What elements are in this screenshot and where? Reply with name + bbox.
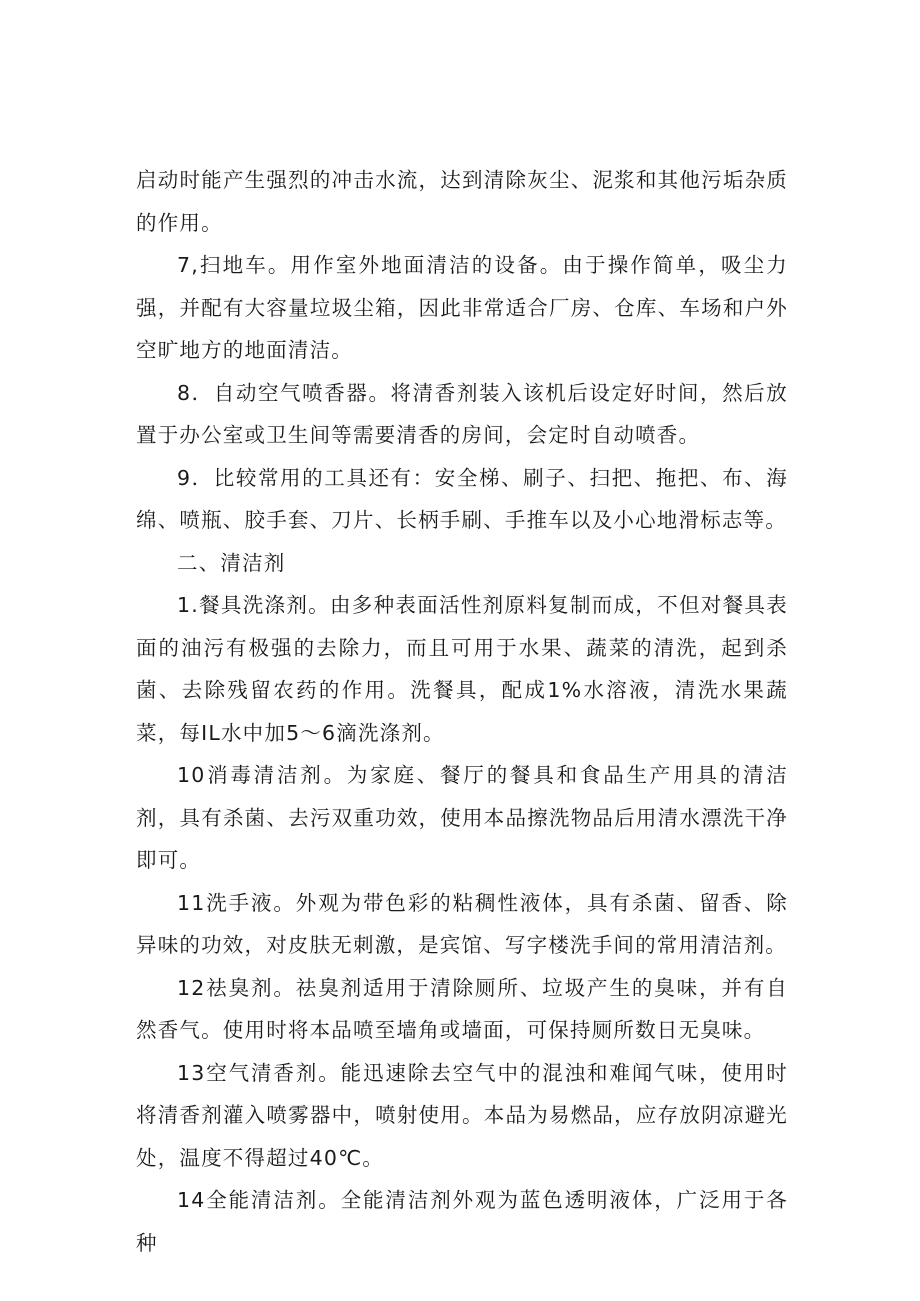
section-heading: 二、清洁剂 — [177, 550, 286, 575]
paragraph-cleaner-13-air-freshener: 13空气清香剂。能迅速除去空气中的混浊和难闻气味，使用时将清香剂灌入喷雾器中，喷射使用。本品为易燃品，应存放阴凉避光处，温度不得超过40℃。 — [136, 1060, 788, 1170]
paragraph-item-9-common-tools: 9．比较常用的工具还有：安全梯、刷子、扫把、拖把、布、海绵、喷瓶、胶手套、刀片、长柄手刷、手推车以及小心地滑标志等。 — [136, 465, 788, 532]
paragraph-continuation: 启动时能产生强烈的冲击水流，达到清除灰尘、泥浆和其他污垢杂质的作用。 — [136, 168, 788, 235]
paragraph-cleaner-1-dish-detergent: 1.餐具洗涤剂。由多种表面活性剂原料复制而成，不但对餐具表面的油污有极强的去除力，而且可用于水果、蔬菜的清洗，起到杀菌、去除残留农药的作用。洗餐具，配成1%水溶液，清洗水果蔬菜，每IL水中加5～6滴洗涤剂。 — [136, 593, 788, 745]
paragraph-item-7-sweeper: 7,扫地车。用作室外地面清洁的设备。由于操作简单，吸尘力强，并配有大容量垃圾尘箱，因此非常适合厂房、仓库、车场和户外空旷地方的地面清洁。 — [136, 253, 788, 362]
paragraph-item-8-air-freshener-dispenser: 8．自动空气喷香器。将清香剂装入该机后设定好时间，然后放置于办公室或卫生间等需要清香的房间，会定时自动喷香。 — [136, 380, 788, 447]
paragraph-cleaner-10-disinfectant: 10消毒清洁剂。为家庭、餐厅的餐具和食品生产用具的清洁剂，具有杀菌、去污双重功效，使用本品擦洗物品后用清水漂洗干净即可。 — [136, 763, 788, 872]
paragraph-cleaner-12-deodorizer: 12祛臭剂。祛臭剂适用于清除厕所、垃圾产生的臭味，并有自然香气。使用时将本品喷至墙角或墙面，可保持厕所数日无臭味。 — [136, 975, 788, 1042]
paragraph-cleaner-14-all-purpose: 14全能清洁剂。全能清洁剂外观为蓝色透明液体，广泛用于各种 — [136, 1188, 788, 1255]
paragraph-cleaner-11-hand-soap: 11洗手液。外观为带色彩的粘稠性液体，具有杀菌、留香、除异味的功效，对皮肤无刺激，是宾馆、写字楼洗手间的常用清洁剂。 — [136, 890, 788, 957]
document-body — [136, 159, 788, 1264]
